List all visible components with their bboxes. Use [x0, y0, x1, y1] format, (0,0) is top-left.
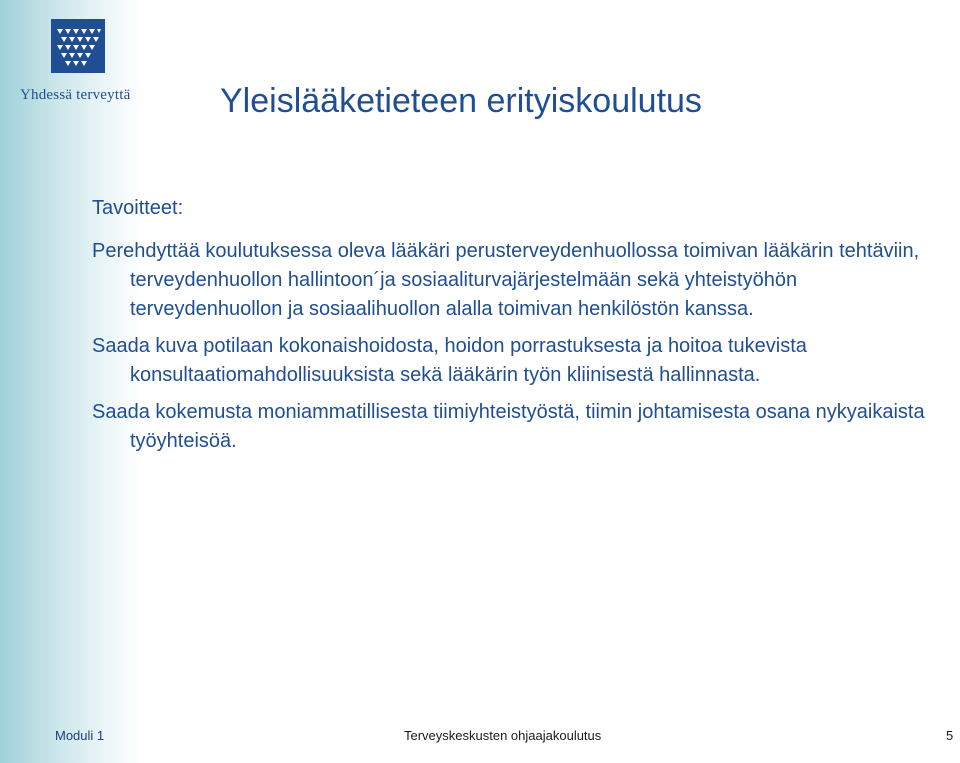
footer-course-title: Terveyskeskusten ohjaajakoulutus: [404, 728, 602, 743]
slide-content: [92, 194, 932, 464]
footer-page-number: 5: [946, 728, 954, 743]
logo-wordmark: Yhdessä terveyttä: [20, 87, 131, 103]
slide-title: Yleislääketieteen erityiskoulutus: [220, 82, 702, 120]
logo-triangles-icon: [51, 19, 105, 73]
objective-paragraph-2: Saada kuva potilaan kokonaishoidosta, hoidon porrastuksesta ja hoitoa tukevista konsultaatiomahdollisuuksista sekä lääkärin työn kliinisestä hallinnasta.: [92, 335, 807, 386]
objective-paragraph-1: Perehdyttää koulutuksessa oleva lääkäri perusterveydenhuollossa toimivan lääkärin tehtäviin, terveydenhuollon hallintoon´ja sosiaaliturvajärjestelmään sekä yhteistyöhön terveydenhuollon ja sosiaalihuollon alalla toimivan henkilöstön kanssa.: [92, 240, 920, 320]
objectives-heading: Tavoitteet:: [92, 197, 184, 219]
footer-module-label: Moduli 1: [55, 728, 105, 743]
logo-emblem: [51, 19, 105, 73]
objective-paragraph-3: Saada kokemusta moniammatillisesta tiimiyhteistyöstä, tiimin johtamisesta osana nykyaikaista työyhteisöä.: [92, 401, 925, 452]
